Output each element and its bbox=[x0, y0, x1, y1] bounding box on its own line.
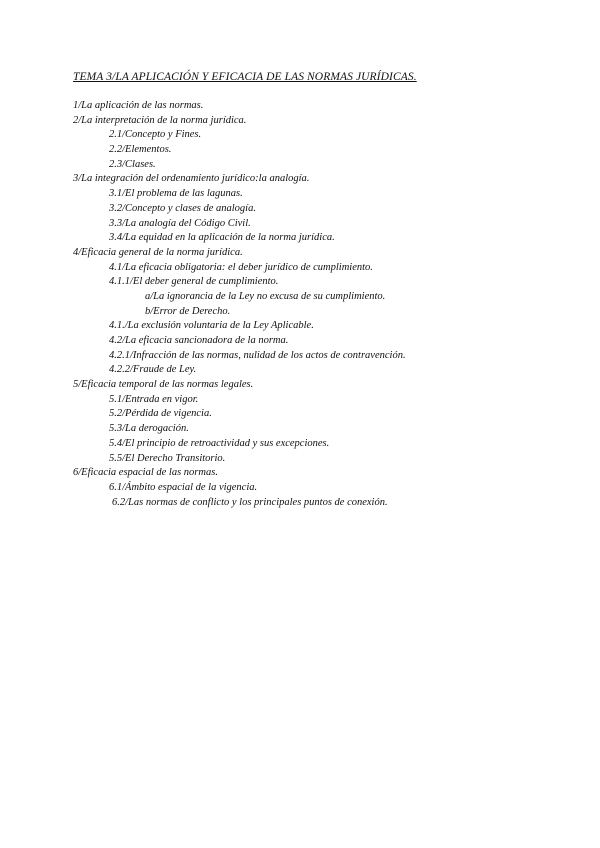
outline-item: 2.2/Elementos. bbox=[109, 144, 172, 156]
outline-item: 4.2.2/Fraude de Ley. bbox=[109, 364, 197, 376]
outline-item: 5.4/El principio de retroactividad y sus excepciones. bbox=[109, 437, 330, 449]
outline-item: a/La ignorancia de la Ley no excusa de su cumplimiento. bbox=[145, 290, 386, 302]
outline-item: 5/Eficacia temporal de las normas legales. bbox=[73, 379, 254, 391]
outline-item: 3.3/La analogía del Código Civil. bbox=[109, 217, 251, 229]
outline-item: 5.2/Pérdida de vigencia. bbox=[109, 408, 212, 420]
outline-list bbox=[0, 99, 600, 510]
outline-item: 3.2/Concepto y clases de analogía. bbox=[109, 202, 256, 214]
outline-item: 6.1/Ámbito espacial de la vigencia. bbox=[109, 481, 258, 493]
outline-item: 2.1/Concepto y Fines. bbox=[109, 129, 202, 141]
outline-item: 2.3/Clases. bbox=[109, 158, 156, 170]
outline-item: 4.1./La exclusión voluntaria de la Ley Aplicable. bbox=[109, 320, 314, 332]
outline-item: 4.1.1/El deber general de cumplimiento. bbox=[109, 276, 279, 288]
outline-item: 1/La aplicación de las normas. bbox=[73, 100, 204, 111]
outline-item: 3/La integración del ordenamiento jurídico:la analogía. bbox=[73, 173, 310, 185]
outline-item: 6/Eficacia espacial de las normas. bbox=[73, 467, 218, 479]
outline-item: 6.2/Las normas de conflicto y los principales puntos de conexión. bbox=[112, 496, 388, 508]
outline-item: 5.3/La derogación. bbox=[109, 423, 189, 435]
outline-item: 4/Eficacia general de la norma jurídica. bbox=[73, 246, 243, 258]
outline-item: 3.4/La equidad en la aplicación de la norma jurídica. bbox=[109, 232, 335, 244]
outline-item: 4.1/La eficacia obligatoria: el deber jurídico de cumplimiento. bbox=[109, 261, 373, 273]
outline-item: 2/La interpretación de la norma jurídica. bbox=[73, 114, 247, 126]
document-title: TEMA 3/LA APLICACIÓN Y EFICACIA DE LAS NORMAS JURÍDICAS. bbox=[73, 71, 417, 83]
outline-item: 5.1/Entrada en vigor. bbox=[109, 393, 199, 405]
outline-item: 4.2/La eficacia sancionadora de la norma. bbox=[109, 335, 289, 346]
outline-item: 3.1/El problema de las lagunas. bbox=[109, 188, 243, 200]
outline-item: 4.2.1/Infracción de las normas, nulidad de los actos de contravención. bbox=[109, 349, 406, 361]
outline-item: b/Error de Derecho. bbox=[145, 305, 231, 317]
outline-item: 5.5/El Derecho Transitorio. bbox=[109, 452, 226, 464]
